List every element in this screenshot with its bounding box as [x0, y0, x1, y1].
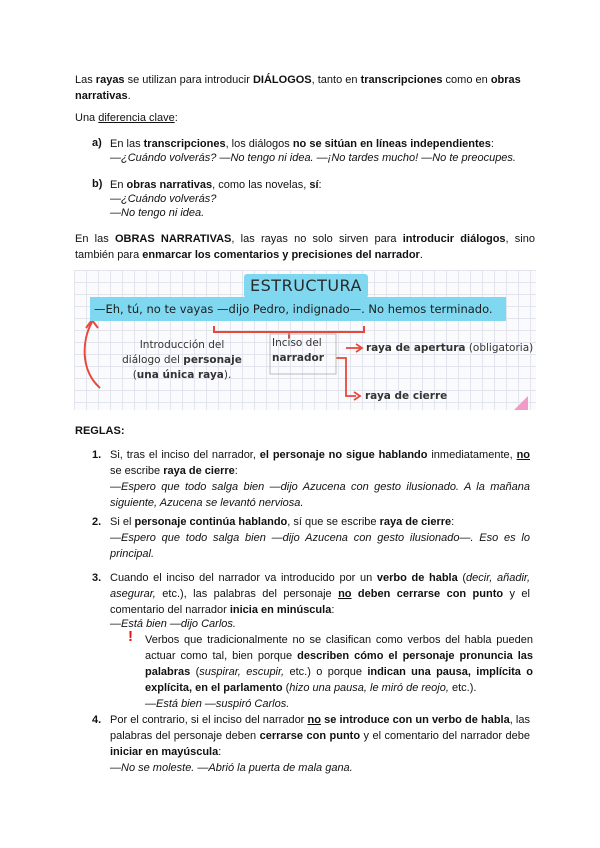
structure-diagram: [74, 270, 536, 410]
text: se introduce con un verbo de habla: [320, 714, 510, 726]
rule-4: [110, 712, 530, 776]
diagram-title: ESTRUCTURA: [244, 274, 368, 298]
text: suspirar, escupir,: [199, 666, 285, 678]
text: Verbos que tradicionalmente no se clasifican como verbos del habla pueden actuar como tal, bien porque: [145, 634, 533, 662]
text: etc.) o porque: [284, 666, 368, 678]
text: una única raya: [136, 369, 224, 381]
text: , las palabras del personaje deben: [110, 714, 530, 742]
text: indican una pausa, implícita o explícita, en el parlamento: [145, 666, 533, 694]
item-b-label: b): [92, 178, 103, 190]
text: , sino también para: [75, 233, 535, 261]
text: raya de cierre: [379, 516, 452, 528]
text: (: [457, 572, 467, 584]
text: etc.).: [448, 682, 477, 694]
text: describen cómo el personaje pronuncia las palabras: [145, 650, 533, 678]
rules-heading: REGLAS:: [75, 425, 125, 437]
text: raya de apertura: [366, 342, 466, 354]
text: .: [419, 249, 423, 261]
warning-icon: !: [128, 628, 133, 645]
rule-4-example: —No se moleste. —Abrió la puerta de mala gana.: [110, 762, 353, 774]
arrow-intro: [85, 322, 100, 388]
text: Inciso del: [272, 337, 322, 349]
text: transcripciones: [143, 138, 226, 150]
text: :: [331, 604, 335, 616]
text: (obligatoria): [465, 342, 534, 354]
text: deben cerrarse con punto: [351, 588, 504, 600]
text: ).: [223, 369, 232, 381]
item-a: [110, 137, 550, 165]
text: raya de cierre: [365, 390, 448, 402]
text: , los diálogos: [225, 138, 293, 150]
text: DIÁLOGOS: [252, 74, 312, 86]
text: inmediatamente,: [427, 449, 517, 461]
rule-3-number: 3.: [92, 572, 102, 584]
text: :: [234, 465, 238, 477]
text: raya de cierre: [163, 465, 235, 477]
text: Si el: [110, 516, 135, 528]
text: En las: [75, 233, 115, 245]
text: :: [218, 746, 222, 758]
underlined-text: diferencia clave: [98, 112, 175, 124]
item-b: [110, 178, 550, 220]
text: OBRAS NARRATIVAS: [114, 233, 232, 245]
key-difference-heading: [75, 112, 178, 124]
text: Introducción del: [139, 339, 225, 351]
bracket-inciso: [214, 326, 364, 332]
diagram-cierre-label: [365, 389, 447, 404]
rule-1: [110, 447, 530, 511]
diagram-apertura-label: [366, 341, 533, 356]
text: En las: [110, 138, 144, 150]
text: :: [451, 516, 455, 528]
text: cerrarse con punto: [259, 730, 361, 742]
text: Por el contrario, si el inciso del narrador: [110, 714, 308, 726]
text: Una: [75, 112, 99, 124]
rule-3: [110, 570, 530, 618]
text: enmarcar los comentarios y precisiones del narrador: [142, 249, 420, 261]
text: (: [132, 369, 137, 381]
text: En: [110, 179, 127, 191]
text: narrador: [272, 352, 324, 364]
text: diálogo del: [122, 354, 184, 366]
text: inicia en minúscula: [229, 604, 332, 616]
intro-paragraph: [75, 72, 535, 104]
item-a-label: a): [92, 137, 102, 149]
diagram-inciso-label: [272, 336, 332, 366]
text: .: [127, 90, 131, 102]
text: se escribe: [110, 465, 164, 477]
diagram-intro-label: [118, 338, 246, 383]
page-curl-icon: [514, 396, 528, 410]
text: (: [282, 682, 290, 694]
text: :: [174, 112, 178, 124]
arrow-branch: [336, 358, 356, 396]
text: personaje: [183, 354, 242, 366]
text: y el comentario del narrador debe: [360, 730, 531, 742]
rule-3-note-example: —Está bien —suspiró Carlos.: [145, 698, 290, 710]
text: introducir diálogos: [402, 233, 506, 245]
narrative-works-paragraph: [75, 231, 535, 263]
text: personaje continúa hablando: [134, 516, 288, 528]
text: el personaje no sigue hablando: [259, 449, 428, 461]
text: , sí que se escribe: [287, 516, 380, 528]
text: , tanto en: [311, 74, 361, 86]
rule-1-example: —Espero que todo salga bien —dijo Azucena con gesto ilusionado. A la mañana siguiente, Azucena se levantó nerviosa.: [110, 481, 530, 509]
text: sí: [309, 179, 319, 191]
text: Si, tras el inciso del narrador,: [110, 449, 260, 461]
text: obras narrativas: [75, 74, 521, 102]
rule-2-number: 2.: [92, 516, 102, 528]
text: y el comentario del narrador: [110, 588, 530, 616]
item-a-example: —¿Cuándo volverás? —No tengo ni idea. —¡No tardes mucho! —No te preocupes.: [110, 152, 516, 164]
rule-3-example: —Está bien —dijo Carlos.: [110, 618, 236, 630]
diagram-example-sentence: —Eh, tú, no te vayas —dijo Pedro, indignado—. No hemos terminado.: [90, 297, 506, 321]
text: no: [338, 588, 352, 600]
rule-2: [110, 514, 530, 562]
text: se utilizan para introducir: [124, 74, 253, 86]
rule-3-note: [145, 632, 533, 712]
item-b-example-2: —No tengo ni idea.: [110, 207, 205, 219]
text: (: [190, 666, 200, 678]
rule-1-number: 1.: [92, 449, 102, 461]
text: Las: [75, 74, 96, 86]
text: , las rayas no solo sirven para: [231, 233, 403, 245]
text: verbo de habla: [376, 572, 458, 584]
text: no se sitúan en líneas independientes: [292, 138, 491, 150]
text: no: [307, 714, 321, 726]
item-b-example-1: —¿Cuándo volverás?: [110, 193, 217, 205]
rule-4-number: 4.: [92, 714, 102, 726]
text: obras narrativas: [126, 179, 213, 191]
text: , como las novelas,: [212, 179, 310, 191]
rule-2-example: —Espero que todo salga bien —dijo Azucena con gesto ilusionado—. Eso es lo principal.: [110, 532, 530, 560]
text: transcripciones: [360, 74, 443, 86]
text: como en: [442, 74, 491, 86]
text: no: [516, 449, 531, 461]
text: Cuando el inciso del narrador va introducido por un: [110, 572, 377, 584]
text: etc.), las palabras del personaje: [155, 588, 339, 600]
text: :: [490, 138, 494, 150]
text: rayas: [95, 74, 125, 86]
text: :: [318, 179, 322, 191]
text: decir, añadir, asegurar,: [110, 572, 530, 600]
text: iniciar en mayúscula: [110, 746, 219, 758]
text: hizo una pausa, le miró de reojo,: [289, 682, 449, 694]
